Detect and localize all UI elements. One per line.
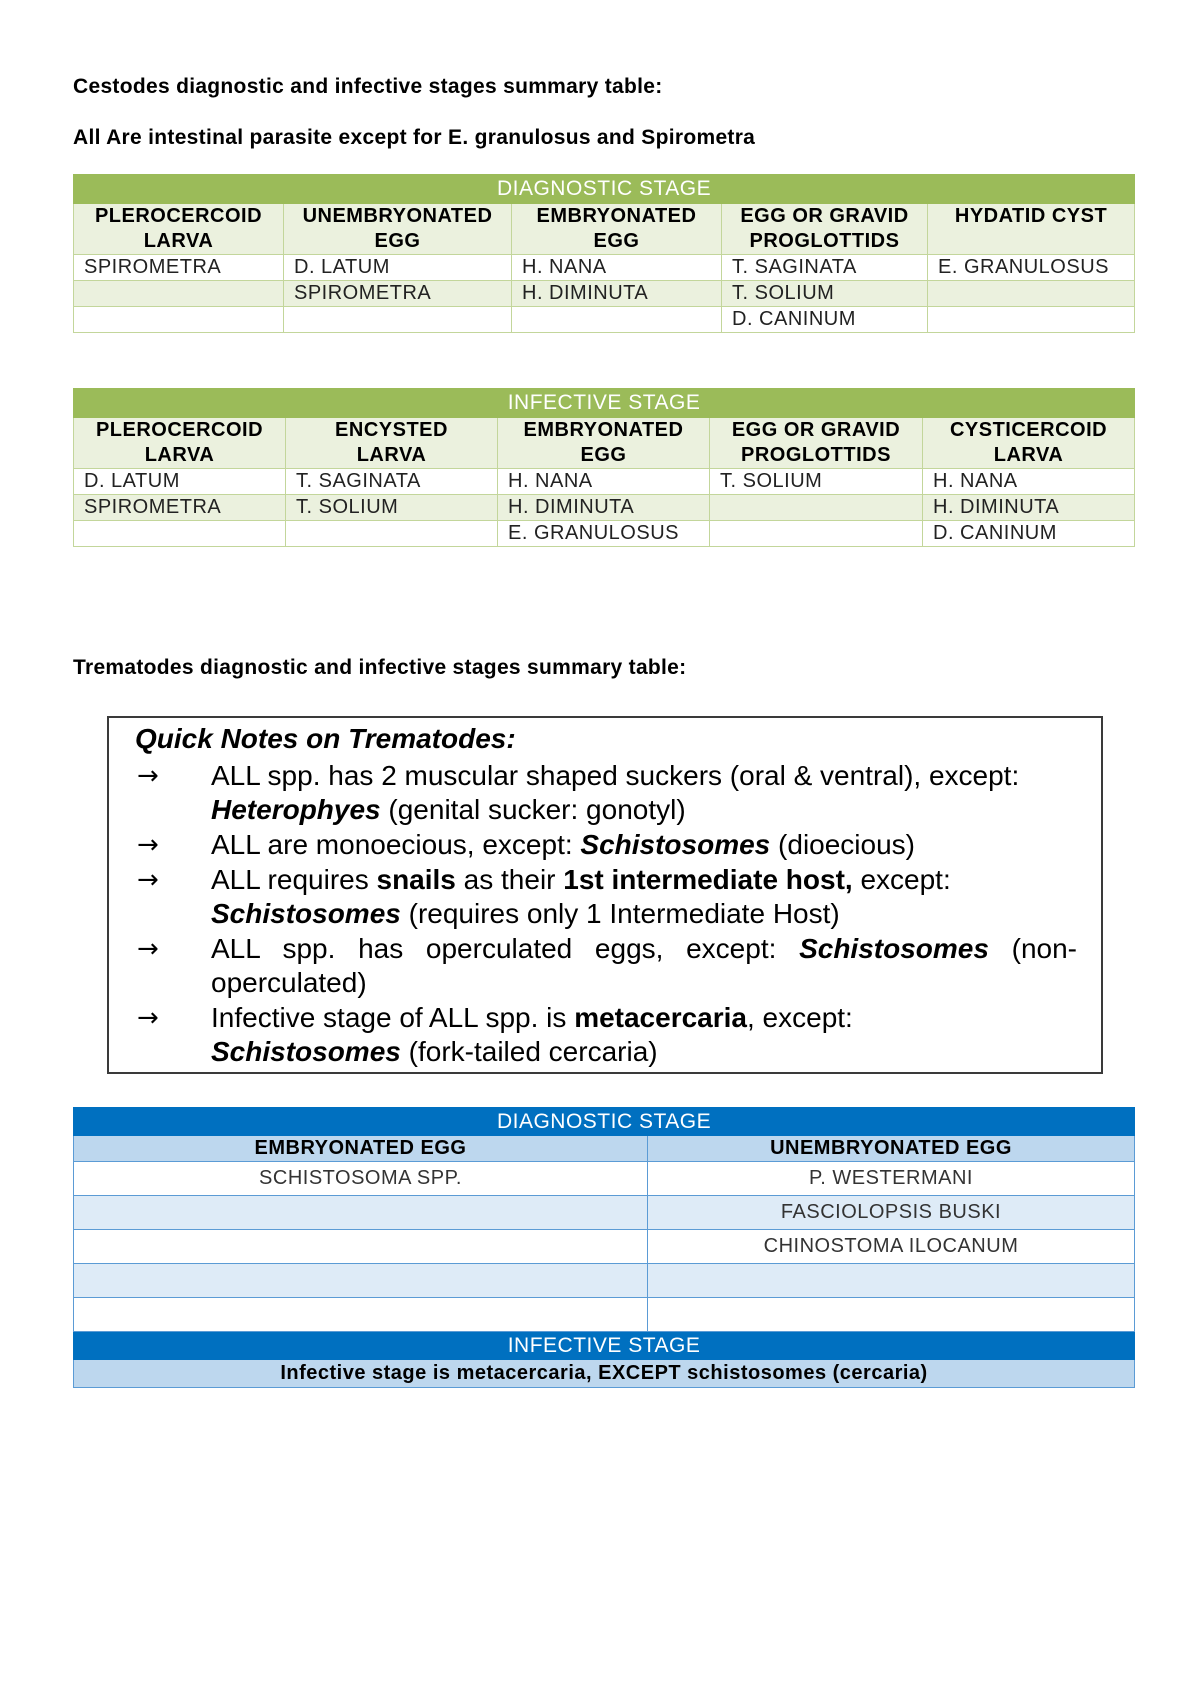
table-cell — [512, 307, 722, 333]
trematodes-title: Trematodes diagnostic and infective stages summary table: — [73, 656, 687, 679]
note-item: → ALL requires snails as their 1st intermediate host, except: Schistosomes (requires only 1 Intermediate Host) — [137, 864, 951, 929]
note-item: → Infective stage of ALL spp. is metacercaria, except: Schistosomes (fork-tailed cercaria) — [137, 1002, 853, 1067]
column-header: PLEROCERCOID LARVA — [74, 418, 286, 469]
table-cell: H. DIMINUTA — [923, 495, 1135, 521]
table-cell: D. CANINUM — [923, 521, 1135, 547]
trematodes-table — [73, 1107, 1135, 1388]
table-cell: SPIROMETRA — [284, 281, 512, 307]
infective-stage-band: INFECTIVE STAGE — [74, 389, 1135, 418]
table-cell — [928, 281, 1135, 307]
column-header: HYDATID CYST — [928, 204, 1135, 255]
cestodes-title: Cestodes diagnostic and infective stages summary table: — [73, 75, 663, 98]
table-cell — [284, 307, 512, 333]
column-header: EGG OR GRAVID PROGLOTTIDS — [722, 204, 928, 255]
table-cell — [710, 495, 923, 521]
table-cell: SCHISTOSOMA SPP. — [74, 1162, 648, 1196]
table-row — [74, 469, 1135, 495]
table-cell — [74, 1264, 648, 1298]
table-cell: E. GRANULOSUS — [928, 255, 1135, 281]
infective-stage-summary: Infective stage is metacercaria, EXCEPT schistosomes (cercaria) — [74, 1360, 1135, 1388]
table-cell: T. SOLIUM — [286, 495, 498, 521]
column-header: PLEROCERCOID LARVA — [74, 204, 284, 255]
table-cell: H. DIMINUTA — [498, 495, 710, 521]
note-item: → ALL spp. has operculated eggs, except: Schistosomes (non-operculated) — [137, 933, 1077, 998]
column-header: UNEMBRYONATED EGG — [284, 204, 512, 255]
arrow-icon: → — [137, 865, 159, 895]
arrow-icon: → — [137, 830, 159, 860]
table-cell — [74, 1230, 648, 1264]
table-cell: D. CANINUM — [722, 307, 928, 333]
table-cell — [74, 1196, 648, 1230]
table-cell: T. SOLIUM — [710, 469, 923, 495]
table-cell — [710, 521, 923, 547]
diagnostic-stage-band: DIAGNOSTIC STAGE — [74, 175, 1135, 204]
table-cell: H. NANA — [923, 469, 1135, 495]
cestodes-infective-table — [73, 388, 1135, 547]
table-cell: T. SOLIUM — [722, 281, 928, 307]
table-cell: D. LATUM — [284, 255, 512, 281]
table-cell: SPIROMETRA — [74, 495, 286, 521]
table-cell: FASCIOLOPSIS BUSKI — [648, 1196, 1135, 1230]
table-cell: D. LATUM — [74, 469, 286, 495]
column-header: EMBRYONATED EGG — [512, 204, 722, 255]
table-cell: P. WESTERMANI — [648, 1162, 1135, 1196]
infective-stage-band: INFECTIVE STAGE — [74, 1332, 1135, 1360]
table-row — [74, 495, 1135, 521]
table-cell — [74, 521, 286, 547]
notes-title: Quick Notes on Trematodes: — [135, 723, 516, 754]
table-cell: E. GRANULOSUS — [498, 521, 710, 547]
arrow-icon: → — [137, 934, 159, 964]
note-item: → ALL spp. has 2 muscular shaped suckers (oral & ventral), except: Heterophyes (genital sucker: gonotyl) — [137, 760, 1020, 825]
table-cell — [928, 307, 1135, 333]
diagnostic-stage-band: DIAGNOSTIC STAGE — [74, 1108, 1135, 1136]
cestodes-diagnostic-table — [73, 174, 1135, 333]
table-cell: CHINOSTOMA ILOCANUM — [648, 1230, 1135, 1264]
cestodes-subtitle: All Are intestinal parasite except for E. granulosus and Spirometra — [73, 126, 756, 149]
column-header: ENCYSTED LARVA — [286, 418, 498, 469]
table-cell — [74, 1298, 648, 1332]
column-header: CYSTICERCOID LARVA — [923, 418, 1135, 469]
table-cell — [74, 307, 284, 333]
table-cell: T. SAGINATA — [286, 469, 498, 495]
table-row — [74, 521, 1135, 547]
table-row — [74, 1264, 1135, 1298]
table-cell — [74, 281, 284, 307]
table-row — [74, 1230, 1135, 1264]
table-row — [74, 1298, 1135, 1332]
table-cell: SPIROMETRA — [74, 255, 284, 281]
column-header: EGG OR GRAVID PROGLOTTIDS — [710, 418, 923, 469]
table-cell — [286, 521, 498, 547]
table-cell: H. NANA — [512, 255, 722, 281]
table-cell: H. DIMINUTA — [512, 281, 722, 307]
quick-notes-box — [107, 716, 1103, 1074]
column-header: EMBRYONATED EGG — [74, 1136, 648, 1162]
table-cell: H. NANA — [498, 469, 710, 495]
table-row — [74, 255, 1135, 281]
arrow-icon: → — [137, 761, 159, 791]
table-row — [74, 1196, 1135, 1230]
table-cell — [648, 1264, 1135, 1298]
table-row — [74, 307, 1135, 333]
table-cell — [648, 1298, 1135, 1332]
table-row — [74, 1162, 1135, 1196]
column-header: UNEMBRYONATED EGG — [648, 1136, 1135, 1162]
note-item: → ALL are monoecious, except: Schistosomes (dioecious) — [137, 829, 915, 860]
table-row — [74, 281, 1135, 307]
table-cell: T. SAGINATA — [722, 255, 928, 281]
column-header: EMBRYONATED EGG — [498, 418, 710, 469]
arrow-icon: → — [137, 1003, 159, 1033]
